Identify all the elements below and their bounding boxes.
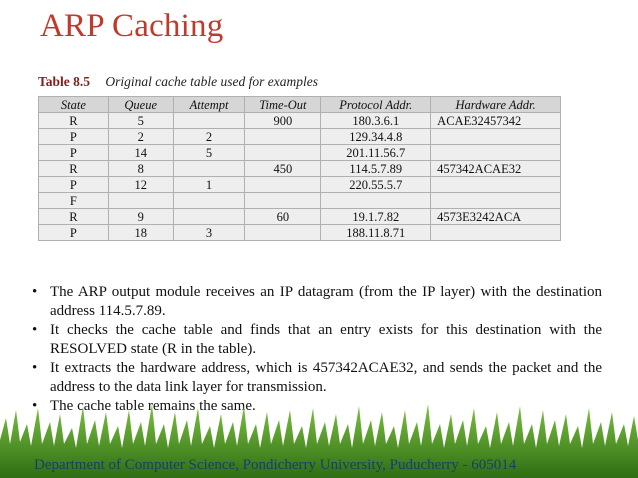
bullet-text: The ARP output module receives an IP datagram (from the IP layer) with the destination address 114.5.7.89. (50, 284, 602, 319)
header-attempt: Attempt (173, 97, 245, 113)
cell-queue: 5 (108, 113, 173, 129)
cell-queue: 8 (108, 161, 173, 177)
footer-text: Department of Computer Science, Pondicherry University, Puducherry - 605014 (34, 457, 517, 473)
cell-hardware-addr: 457342ACAE32 (431, 161, 561, 177)
cell-attempt (173, 193, 245, 209)
cell-time-out (245, 129, 321, 145)
table-caption-text: Original cache table used for examples (105, 74, 318, 89)
header-time-out: Time-Out (245, 97, 321, 113)
cell-state: P (39, 177, 109, 193)
table-row (39, 177, 561, 193)
cell-state: R (39, 209, 109, 225)
cell-protocol-addr: 19.1.7.82 (321, 209, 431, 225)
cell-attempt (173, 209, 245, 225)
cell-hardware-addr: 4573E3242ACA (431, 209, 561, 225)
table-row (39, 225, 561, 241)
cell-attempt: 1 (173, 177, 245, 193)
cell-protocol-addr: 188.11.8.71 (321, 225, 431, 241)
arp-cache-table (38, 96, 561, 241)
header-queue: Queue (108, 97, 173, 113)
cell-queue: 9 (108, 209, 173, 225)
header-hardware-addr: Hardware Addr. (431, 97, 561, 113)
cell-attempt (173, 161, 245, 177)
cell-hardware-addr (431, 145, 561, 161)
cell-state: R (39, 161, 109, 177)
table-label: Table 8.5 (38, 74, 91, 89)
bullet-dot: • (32, 284, 38, 300)
cell-time-out (245, 193, 321, 209)
table-caption (38, 74, 318, 90)
cell-queue: 2 (108, 129, 173, 145)
bullet-text: It checks the cache table and finds that an entry exists for this destination with the RESOLVED state (R in the table). (50, 322, 602, 357)
cell-queue (108, 193, 173, 209)
cell-queue: 18 (108, 225, 173, 241)
cell-hardware-addr (431, 193, 561, 209)
cell-protocol-addr: 114.5.7.89 (321, 161, 431, 177)
bullet-list (30, 283, 602, 417)
cell-protocol-addr: 180.3.6.1 (321, 113, 431, 129)
cell-time-out (245, 225, 321, 241)
cell-protocol-addr: 220.55.5.7 (321, 177, 431, 193)
cell-attempt: 3 (173, 225, 245, 241)
header-state: State (39, 97, 109, 113)
bullet-dot: • (32, 360, 38, 376)
cell-queue: 12 (108, 177, 173, 193)
cell-time-out: 900 (245, 113, 321, 129)
cell-protocol-addr: 201.11.56.7 (321, 145, 431, 161)
table-row (39, 193, 561, 209)
cell-queue: 14 (108, 145, 173, 161)
cell-protocol-addr: 129.34.4.8 (321, 129, 431, 145)
cell-attempt: 2 (173, 129, 245, 145)
cell-time-out (245, 177, 321, 193)
cell-time-out (245, 145, 321, 161)
cell-attempt: 5 (173, 145, 245, 161)
bullet-item (30, 359, 602, 396)
cell-state: R (39, 113, 109, 129)
cell-hardware-addr: ACAE32457342 (431, 113, 561, 129)
table-row (39, 145, 561, 161)
bullet-item (30, 283, 602, 320)
cell-hardware-addr (431, 129, 561, 145)
bullet-text: It extracts the hardware address, which is 457342ACAE32, and sends the packet and the address to the data link layer for transmission. (50, 360, 602, 395)
cell-hardware-addr (431, 225, 561, 241)
table-header-row (39, 97, 561, 113)
cell-state: P (39, 225, 109, 241)
slide-title: ARP Caching (40, 8, 224, 44)
table-row (39, 113, 561, 129)
table-row (39, 209, 561, 225)
cell-state: P (39, 129, 109, 145)
table-row (39, 129, 561, 145)
cell-time-out: 450 (245, 161, 321, 177)
cell-protocol-addr (321, 193, 431, 209)
cell-time-out: 60 (245, 209, 321, 225)
table-row (39, 161, 561, 177)
header-protocol-addr: Protocol Addr. (321, 97, 431, 113)
cell-state: F (39, 193, 109, 209)
bullet-dot: • (32, 398, 38, 414)
cell-attempt (173, 113, 245, 129)
cell-state: P (39, 145, 109, 161)
bullet-item (30, 321, 602, 358)
bullet-text: The cache table remains the same. (50, 398, 256, 414)
cell-hardware-addr (431, 177, 561, 193)
bullet-dot: • (32, 322, 38, 338)
